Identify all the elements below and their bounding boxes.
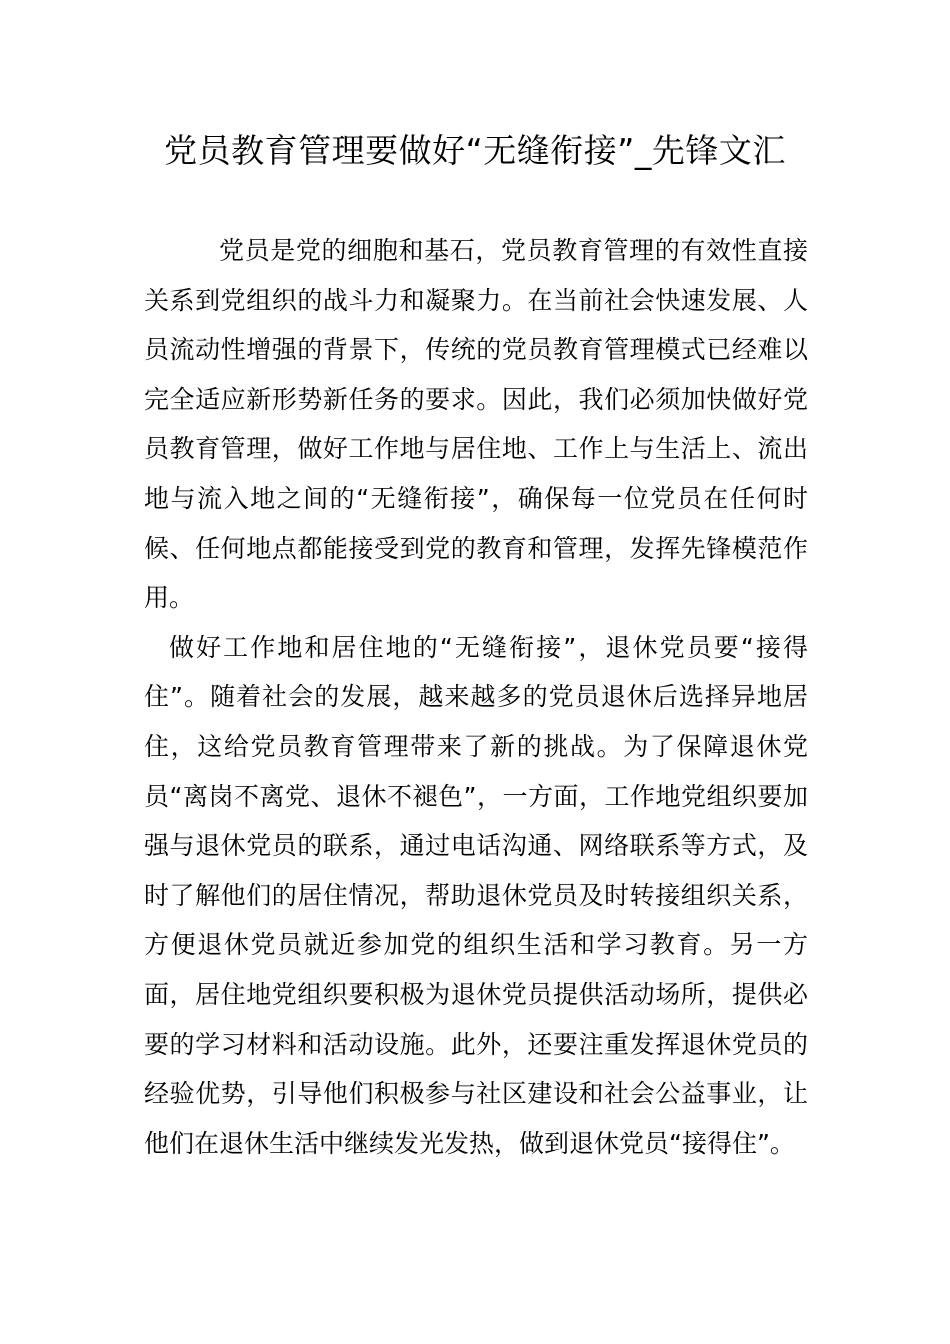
paragraph-retired-members: 做好工作地和居住地的“无缝衔接”，退休党员要“接得住”。随着社会的发展，越来越多的党员退休后选择异地居住，这给党员教育管理带来了新的挑战。为了保障退休党员“离岗不离党、退休不褪色”，一方面，工作地党组织要加强与退休党员的联系，通过电话沟通、网络联系等方式，及时了解他们的居住情况，帮助退休党员及时转接组织关系，方便退休党员就近参加党的组织生活和学习教育。另一方面，居住地党组织要积极为退休党员提供活动场所，提供必要的学习材料和活动设施。此外，还要注重发挥退休党员的经验优势，引导他们积极参与社区建设和社会公益事业，让他们在退休生活中继续发光发热，做到退休党员“接得住”。 — [144, 632, 808, 1158]
document-title: 党员教育管理要做好“无缝衔接”_先锋文汇 — [164, 131, 786, 170]
document-body — [144, 226, 808, 1168]
paragraph-intro: 党员是党的细胞和基石，党员教育管理的有效性直接关系到党组织的战斗力和凝聚力。在当前社会快速发展、人员流动性增强的背景下，传统的党员教育管理模式已经难以完全适应新形势新任务的要求。因此，我们必须加快做好党员教育管理，做好工作地与居住地、工作上与生活上、流出地与流入地之间的“无缝衔接”，确保每一位党员在任何时候、任何地点都能接受到党的教育和管理，发挥先锋模范作用。 — [144, 236, 808, 613]
